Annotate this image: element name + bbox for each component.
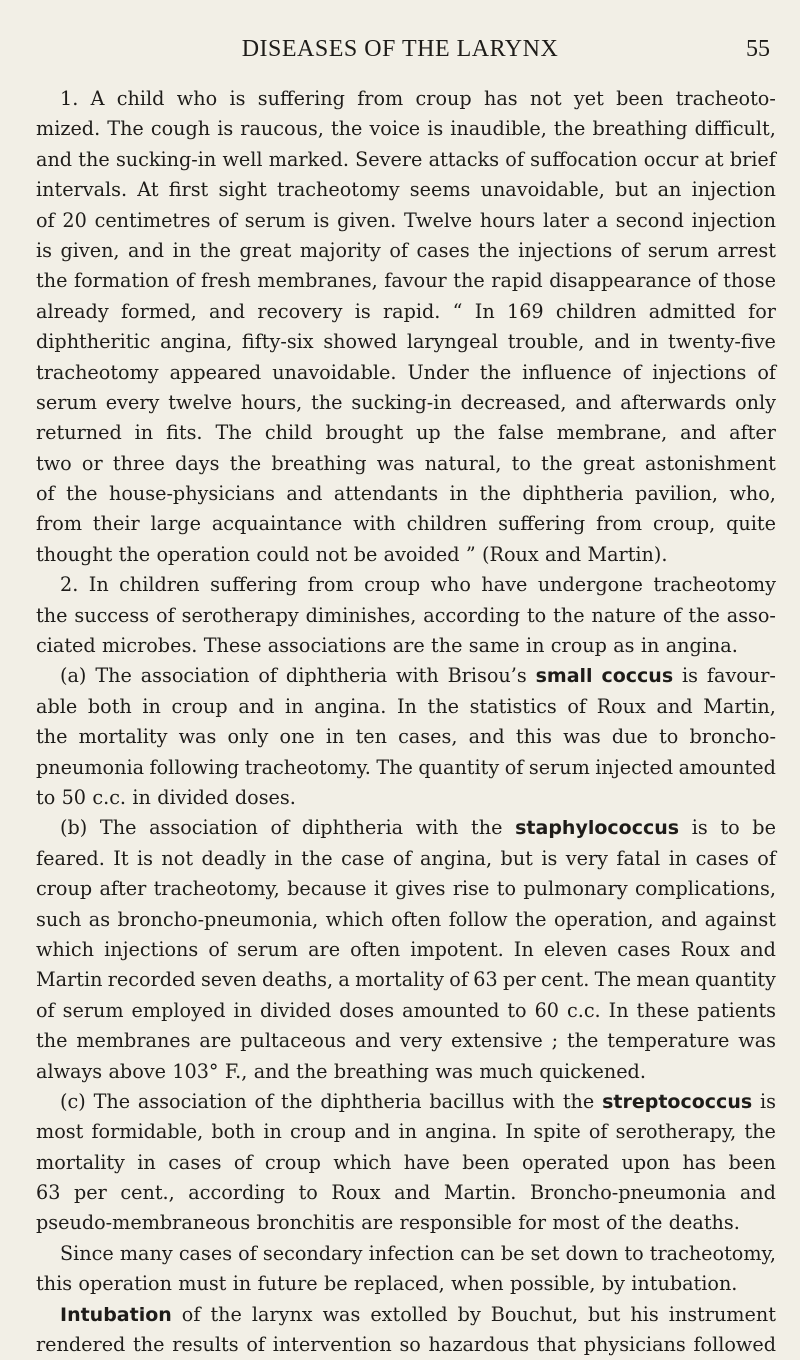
text-line: such as broncho-pneumonia, which often follow the operation, and against [36,907,776,931]
body-text [36,84,776,1360]
text-line: (b) The association of diphtheria with the staphylococcus is to be [60,816,776,840]
text-line: Intubation of the larynx was extolled by Bouchut, but his instrument [60,1302,776,1326]
text-line: from their large acquaintance with children suffering from croup, quite [36,512,776,536]
text-line: feared. It is not deadly in the case of angina, but is very fatal in cases of [36,846,776,870]
page-number: 55 [746,36,770,62]
text-line: Since many cases of secondary infection can be set down to tracheotomy, [60,1241,776,1265]
text-line: ciated microbes. These associations are the same in croup as in angina. [36,634,738,658]
text-line: which injections of serum are often impotent. In eleven cases Roux and [36,937,776,961]
text-line: of 20 centimetres of serum is given. Twelve hours later a second injection [36,208,776,232]
text-line: 1. A child who is suffering from croup has not yet been tracheoto- [60,87,776,110]
text-line: pseudo-membraneous bronchitis are responsible for most of the deaths. [36,1211,740,1235]
text-line: tracheotomy appeared unavoidable. Under the influence of injections of [36,360,776,384]
text-line: of serum employed in divided doses amounted to 60 c.c. In these patients [36,998,776,1022]
text-line: is given, and in the great majority of cases the injections of serum arrest [36,238,776,262]
text-line: this operation must in future be replaced, when possible, by intubation. [36,1272,738,1296]
text-line: (a) The association of diphtheria with Brisou’s small coccus is favour- [60,664,776,688]
text-line: returned in fits. The child brought up the false membrane, and after [36,421,776,445]
text-line: 63 per cent., according to Roux and Martin. Broncho-pneumonia and [36,1181,776,1205]
text-line: diphtheritic angina, fifty-six showed laryngeal trouble, and in twenty-five [36,330,776,354]
text-line: the formation of fresh membranes, favour the rapid disappearance of those [36,269,776,293]
text-line: the membranes are pultaceous and very extensive ; the temperature was [36,1029,776,1053]
running-head [0,36,800,66]
text-line: (c) The association of the diphtheria bacillus with the streptococcus is [60,1089,776,1113]
text-line: rendered the results of intervention so hazardous that physicians followed [36,1333,776,1357]
text-line: croup after tracheotomy, because it gives rise to pulmonary complications, [36,877,776,901]
text-line: 2. In children suffering from croup who have undergone tracheotomy [60,573,776,597]
text-line: able both in croup and in angina. In the statistics of Roux and Martin, [36,694,776,718]
text-line: to 50 c.c. in divided doses. [36,785,296,809]
text-line: serum every twelve hours, the sucking-in decreased, and afterwards only [36,390,776,414]
text-line: and the sucking-in well marked. Severe attacks of suffocation occur at brief [36,147,776,171]
text-line: thought the operation could not be avoided ” (Roux and Martin). [36,542,668,566]
text-line: the mortality was only one in ten cases, and this was due to broncho- [36,725,776,749]
text-line: most formidable, both in croup and in angina. In spite of serotherapy, the [36,1120,776,1144]
text-line: the success of serotherapy diminishes, according to the nature of the asso- [36,603,776,627]
text-line: already formed, and recovery is rapid. “ In 169 children admitted for [36,299,776,323]
text-line: mortality in cases of croup which have been operated upon has been [36,1150,776,1174]
text-line: two or three days the breathing was natural, to the great astonishment [36,451,776,475]
text-line: Martin recorded seven deaths, a mortality of 63 per cent. The mean quantity [36,968,776,992]
text-line: intervals. At first sight tracheotomy seems unavoidable, but an injection [36,178,776,202]
running-title: DISEASES OF THE LARYNX [241,36,559,62]
text-line: mized. The cough is raucous, the voice is inaudible, the breathing difficult, [36,117,776,141]
text-line: always above 103° F., and the breathing was much quickened. [36,1059,646,1083]
text-line: of the house-physicians and attendants in the diphtheria pavilion, who, [36,482,776,506]
text-line: pneumonia following tracheotomy. The quantity of serum injected amounted [36,755,776,779]
